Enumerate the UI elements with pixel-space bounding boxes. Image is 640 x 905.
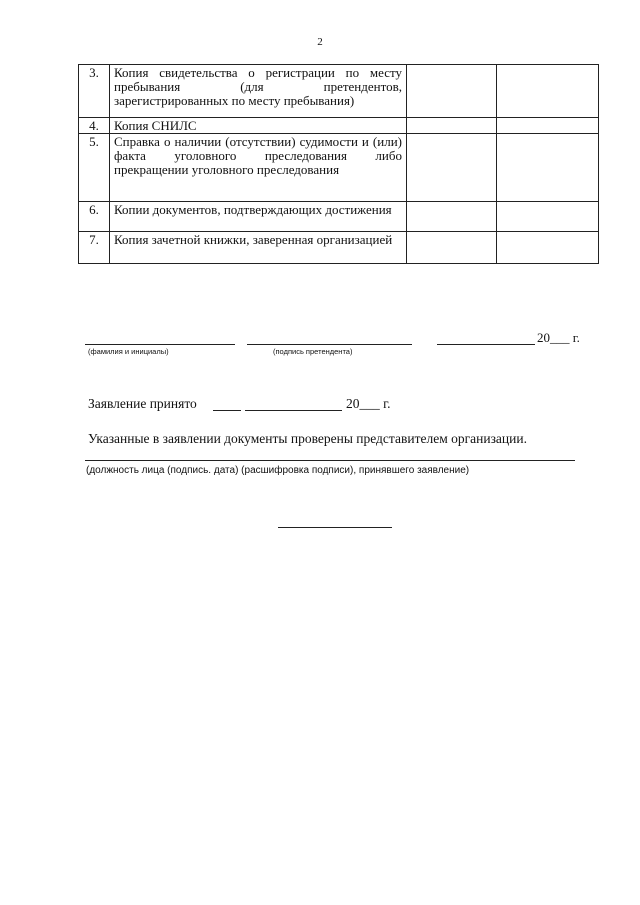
accepted-month-line[interactable] [245, 410, 342, 411]
accepted-label: Заявление принято [88, 396, 197, 411]
row-empty-cell [497, 202, 599, 232]
signature-caption: (подпись претендента) [273, 347, 353, 356]
row-empty-cell [407, 202, 497, 232]
row-number: 4. [79, 118, 110, 134]
official-caption: (должность лица (подпись. дата) (расшифровка подписи), принявшего заявление) [86, 465, 470, 476]
closing-rule [278, 527, 392, 528]
accepted-year: 20___ г. [346, 396, 391, 411]
date-line[interactable] [437, 344, 535, 345]
row-empty-cell [497, 118, 599, 134]
row-empty-cell [497, 134, 599, 202]
row-document: Справка о наличии (отсутствии) судимости и (или) факта уголовного преследования либо прекращении уголовного преследования [110, 134, 407, 202]
row-empty-cell [497, 65, 599, 118]
row-empty-cell [407, 232, 497, 264]
table-row [79, 65, 599, 118]
signature-year: 20___ г. [537, 330, 580, 345]
official-line[interactable] [85, 460, 575, 461]
name-line[interactable] [85, 344, 235, 345]
row-document: Копии документов, подтверждающих достижения [110, 202, 407, 232]
row-document: Копия свидетельства о регистрации по месту пребывания (для претендентов, зарегистрированных по месту пребывания) [110, 65, 407, 118]
row-document: Копия СНИЛС [110, 118, 407, 134]
row-number: 6. [79, 202, 110, 232]
row-empty-cell [407, 134, 497, 202]
page-number: 2 [317, 36, 323, 48]
row-empty-cell [407, 118, 497, 134]
documents-table [78, 64, 599, 264]
signature-line[interactable] [247, 344, 412, 345]
accepted-day-line[interactable] [213, 410, 241, 411]
row-number: 3. [79, 65, 110, 118]
table-row [79, 134, 599, 202]
row-empty-cell [407, 65, 497, 118]
table-row [79, 118, 599, 134]
row-number: 7. [79, 232, 110, 264]
row-number: 5. [79, 134, 110, 202]
table-row [79, 202, 599, 232]
row-empty-cell [497, 232, 599, 264]
row-document: Копия зачетной книжки, заверенная организацией [110, 232, 407, 264]
verified-text: Указанные в заявлении документы проверены представителем организации. [88, 431, 527, 446]
name-caption: (фамилия и инициалы) [88, 347, 169, 356]
table-row [79, 232, 599, 264]
